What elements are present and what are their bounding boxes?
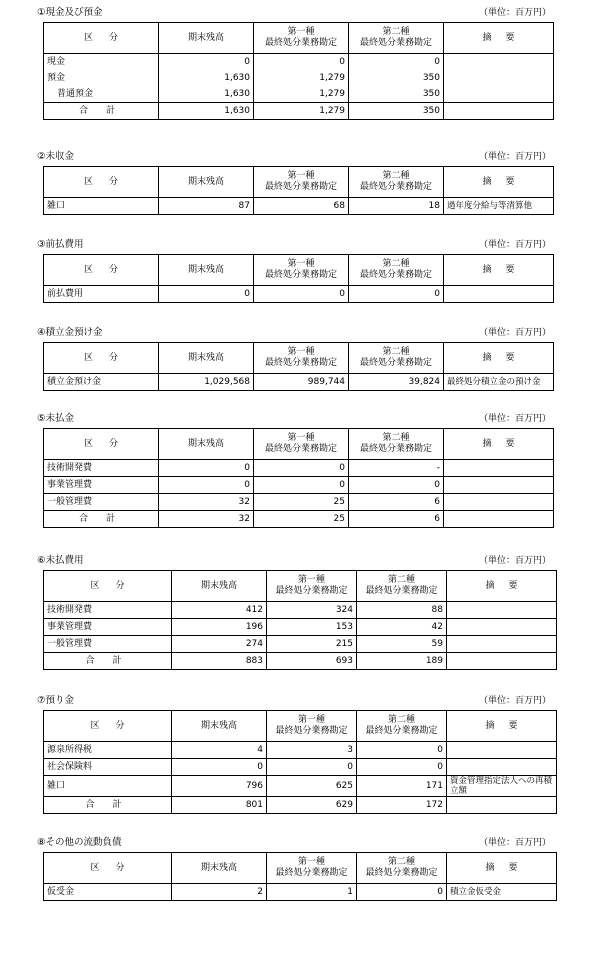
row-label (44, 198, 159, 215)
header-line: 最終処分業務勘定 (365, 868, 438, 878)
type1-cell: 1 (267, 884, 357, 901)
type1-cell: 3 (267, 742, 357, 759)
type1-cell: 25 (254, 494, 349, 511)
header-line: 第一種 (287, 433, 315, 443)
row-label (44, 70, 159, 86)
header-line: 第一種 (287, 347, 315, 357)
table-row (44, 494, 554, 511)
header-line: 第一種 (287, 27, 315, 37)
table-header-row (44, 571, 557, 602)
header-type2-account (349, 343, 444, 374)
header-line: 最終処分業務勘定 (359, 358, 432, 368)
row-label-text: 雑口 (47, 781, 66, 791)
closing-balance-cell: 87 (159, 198, 254, 215)
header-line: 最終処分業務勘定 (359, 270, 432, 280)
section-header (0, 554, 600, 568)
row-label (44, 653, 172, 670)
header-category: 区分 (44, 571, 172, 602)
header-line: 第二種 (382, 171, 410, 181)
header-type1-account (254, 343, 349, 374)
closing-balance-cell: 32 (159, 511, 254, 528)
header-closing-balance: 期末残高 (159, 343, 254, 374)
header-type2-account (349, 23, 444, 54)
schedule-table (43, 570, 557, 670)
header-type2-account (349, 255, 444, 286)
summary-text: 資金管理指定法人への再積立額 (450, 776, 553, 796)
type2-cell: 42 (357, 619, 447, 636)
closing-balance-cell: 32 (159, 494, 254, 511)
schedule-table (43, 254, 554, 303)
header-summary: 摘要 (444, 255, 554, 286)
header-line: 最終処分業務勘定 (359, 182, 432, 192)
summary-cell (444, 70, 554, 86)
header-line: 第二種 (387, 575, 415, 585)
row-label-text: 普通預金 (57, 89, 94, 99)
header-category: 区分 (44, 429, 159, 460)
section-title: ⑦預り金 (37, 695, 75, 706)
row-label-text: 雑口 (47, 201, 66, 211)
section-header (0, 238, 600, 252)
header-line: 最終処分業務勘定 (264, 182, 337, 192)
type2-cell: 0 (349, 477, 444, 494)
row-label-text: 合計 (78, 106, 133, 116)
section-title: ④積立金預け金 (37, 327, 103, 338)
summary-cell (444, 511, 554, 528)
type1-cell: 1,279 (254, 70, 349, 86)
row-label (44, 636, 172, 653)
type1-cell: 324 (267, 602, 357, 619)
type2-cell: 350 (349, 86, 444, 103)
table-header-row (44, 853, 557, 884)
header-closing-balance: 期末残高 (172, 711, 267, 742)
table-row (44, 374, 554, 391)
section-6 (0, 554, 600, 684)
summary-cell (447, 742, 557, 759)
header-line: 最終処分業務勘定 (365, 726, 438, 736)
row-label-text: 前払費用 (47, 289, 84, 299)
table-row (44, 286, 554, 303)
table-row (44, 86, 554, 103)
header-type2-account (349, 429, 444, 460)
header-summary: 摘要 (444, 429, 554, 460)
summary-cell: 最終処分積立金の預け金 (444, 374, 554, 391)
header-line: 第一種 (297, 715, 325, 725)
header-line: 最終処分業務勘定 (275, 586, 348, 596)
closing-balance-cell: 412 (172, 602, 267, 619)
header-summary: 摘要 (444, 23, 554, 54)
row-label (44, 286, 159, 303)
type2-cell: 0 (349, 286, 444, 303)
summary-cell: 積立金仮受金 (447, 884, 557, 901)
type1-cell: 0 (254, 54, 349, 71)
summary-cell (444, 103, 554, 120)
closing-balance-cell: 0 (159, 286, 254, 303)
summary-cell (447, 653, 557, 670)
section-header (0, 6, 600, 20)
unit-label: （単位：百万円） (478, 240, 551, 250)
closing-balance-cell: 0 (172, 759, 267, 776)
header-line: 第二種 (382, 347, 410, 357)
header-category: 区分 (44, 853, 172, 884)
section-title: ②未収金 (37, 151, 75, 162)
header-line: 最終処分業務勘定 (359, 444, 432, 454)
type1-cell: 625 (267, 776, 357, 797)
unit-label: （単位：百万円） (478, 838, 551, 848)
type2-cell: 0 (357, 884, 447, 901)
table-row (44, 198, 554, 215)
header-type1-account (254, 255, 349, 286)
table-row (44, 477, 554, 494)
header-line: 第一種 (297, 857, 325, 867)
header-closing-balance: 期末残高 (159, 167, 254, 198)
table-row (44, 619, 557, 636)
header-line: 第二種 (382, 259, 410, 269)
type2-cell: 6 (349, 511, 444, 528)
type1-cell: 215 (267, 636, 357, 653)
type2-cell: 88 (357, 602, 447, 619)
header-closing-balance: 期末残高 (172, 571, 267, 602)
table-row (44, 54, 554, 71)
row-label (44, 797, 172, 814)
section-header (0, 326, 600, 340)
row-label (44, 776, 172, 797)
row-label-text: 事業管理費 (47, 622, 93, 632)
header-line: 第二種 (387, 857, 415, 867)
summary-cell (444, 86, 554, 103)
summary-cell (444, 54, 554, 71)
unit-label: （単位：百万円） (478, 556, 551, 566)
type2-cell: 0 (357, 759, 447, 776)
row-label-text: 一般管理費 (47, 497, 93, 507)
header-category: 区分 (44, 23, 159, 54)
header-category: 区分 (44, 167, 159, 198)
header-line: 最終処分業務勘定 (275, 726, 348, 736)
schedule-table (43, 166, 554, 215)
unit-label: （単位：百万円） (478, 414, 551, 424)
header-line: 最終処分業務勘定 (264, 358, 337, 368)
summary-cell (447, 619, 557, 636)
closing-balance-cell: 4 (172, 742, 267, 759)
unit-label: （単位：百万円） (478, 696, 551, 706)
closing-balance-cell: 0 (159, 54, 254, 71)
row-label (44, 884, 172, 901)
row-label-text: 合計 (85, 800, 140, 810)
table-header-row (44, 167, 554, 198)
table-row (44, 636, 557, 653)
row-label (44, 494, 159, 511)
table-header-row (44, 429, 554, 460)
header-summary: 摘要 (444, 343, 554, 374)
type1-cell: 25 (254, 511, 349, 528)
header-closing-balance: 期末残高 (172, 853, 267, 884)
row-label (44, 103, 159, 120)
header-type1-account (267, 571, 357, 602)
row-label (44, 460, 159, 477)
type1-cell: 0 (254, 477, 349, 494)
section-1 (0, 6, 600, 136)
row-label (44, 477, 159, 494)
section-header (0, 412, 600, 426)
row-label (44, 374, 159, 391)
type1-cell: 1,279 (254, 103, 349, 120)
header-line: 第一種 (287, 259, 315, 269)
header-type2-account (357, 711, 447, 742)
row-label (44, 511, 159, 528)
row-label-text: 社会保険料 (47, 762, 93, 772)
section-title: ⑧その他の流動負債 (37, 837, 122, 848)
row-label-text: 仮受金 (47, 887, 75, 897)
section-title: ①現金及び預金 (37, 7, 103, 18)
header-line: 最終処分業務勘定 (275, 868, 348, 878)
summary-cell (447, 602, 557, 619)
closing-balance-cell: 1,029,568 (159, 374, 254, 391)
header-category: 区分 (44, 255, 159, 286)
header-type1-account (267, 853, 357, 884)
header-summary: 摘要 (447, 853, 557, 884)
closing-balance-cell: 801 (172, 797, 267, 814)
schedule-table (43, 710, 557, 814)
section-7 (0, 694, 600, 824)
header-line: 最終処分業務勘定 (359, 38, 432, 48)
header-line: 最終処分業務勘定 (264, 38, 337, 48)
type2-cell: 0 (357, 742, 447, 759)
closing-balance-cell: 196 (172, 619, 267, 636)
header-line: 第二種 (382, 433, 410, 443)
schedule-table (43, 428, 554, 528)
closing-balance-cell: 0 (159, 460, 254, 477)
table-row (44, 511, 554, 528)
header-category: 区分 (44, 711, 172, 742)
type2-cell: 39,824 (349, 374, 444, 391)
header-line: 最終処分業務勘定 (264, 444, 337, 454)
type2-cell: - (349, 460, 444, 477)
header-summary: 摘要 (447, 571, 557, 602)
row-label (44, 602, 172, 619)
closing-balance-cell: 796 (172, 776, 267, 797)
header-type1-account (254, 167, 349, 198)
summary-cell (447, 797, 557, 814)
section-5 (0, 412, 600, 542)
row-label-text: 技術開発費 (47, 605, 93, 615)
type2-cell: 171 (357, 776, 447, 797)
row-label (44, 86, 159, 103)
header-summary: 摘要 (444, 167, 554, 198)
row-label (44, 619, 172, 636)
type1-cell: 629 (267, 797, 357, 814)
type1-cell: 68 (254, 198, 349, 215)
summary-cell (444, 477, 554, 494)
table-row (44, 776, 557, 797)
section-title: ⑥未払費用 (37, 555, 84, 566)
table-row (44, 460, 554, 477)
type2-cell: 6 (349, 494, 444, 511)
type1-cell: 0 (267, 759, 357, 776)
header-closing-balance: 期末残高 (159, 255, 254, 286)
type2-cell: 350 (349, 103, 444, 120)
row-label-text: 積立金預け金 (47, 377, 102, 387)
schedule-table (43, 22, 554, 120)
row-label-text: 技術開発費 (47, 463, 93, 473)
unit-label: （単位：百万円） (478, 152, 551, 162)
section-title: ⑤未払金 (37, 413, 75, 424)
header-line: 第二種 (387, 715, 415, 725)
section-title: ③前払費用 (37, 239, 84, 250)
unit-label: （単位：百万円） (478, 328, 551, 338)
type1-cell: 153 (267, 619, 357, 636)
type1-cell: 0 (254, 460, 349, 477)
row-label-text: 預金 (47, 73, 66, 83)
closing-balance-cell: 0 (159, 477, 254, 494)
section-header (0, 150, 600, 164)
closing-balance-cell: 1,630 (159, 70, 254, 86)
row-label-text: 源泉所得税 (47, 745, 93, 755)
header-type1-account (254, 23, 349, 54)
row-label-text: 合計 (78, 514, 133, 524)
type2-cell: 172 (357, 797, 447, 814)
header-type1-account (267, 711, 357, 742)
table-header-row (44, 343, 554, 374)
type1-cell: 693 (267, 653, 357, 670)
table-row (44, 797, 557, 814)
section-header (0, 836, 600, 850)
table-header-row (44, 711, 557, 742)
header-summary: 摘要 (447, 711, 557, 742)
unit-label: （単位：百万円） (478, 8, 551, 18)
row-label (44, 54, 159, 71)
summary-cell (444, 286, 554, 303)
header-category: 区分 (44, 343, 159, 374)
table-row (44, 103, 554, 120)
table-row (44, 70, 554, 86)
table-row (44, 884, 557, 901)
header-type2-account (349, 167, 444, 198)
header-closing-balance: 期末残高 (159, 23, 254, 54)
type1-cell: 1,279 (254, 86, 349, 103)
table-row (44, 759, 557, 776)
header-line: 第一種 (297, 575, 325, 585)
header-type2-account (357, 853, 447, 884)
section-header (0, 694, 600, 708)
header-line: 第一種 (287, 171, 315, 181)
summary-cell (444, 460, 554, 477)
closing-balance-cell: 883 (172, 653, 267, 670)
summary-cell (447, 636, 557, 653)
header-type1-account (254, 429, 349, 460)
closing-balance-cell: 1,630 (159, 103, 254, 120)
header-type2-account (357, 571, 447, 602)
schedule-table (43, 852, 557, 901)
row-label-text: 一般管理費 (47, 639, 93, 649)
table-row (44, 653, 557, 670)
type1-cell: 989,744 (254, 374, 349, 391)
type2-cell: 350 (349, 70, 444, 86)
section-8 (0, 836, 600, 966)
type2-cell: 189 (357, 653, 447, 670)
closing-balance-cell: 1,630 (159, 86, 254, 103)
summary-cell: 過年度分給与等清算他 (444, 198, 554, 215)
type2-cell: 18 (349, 198, 444, 215)
closing-balance-cell: 274 (172, 636, 267, 653)
closing-balance-cell: 2 (172, 884, 267, 901)
row-label-text: 事業管理費 (47, 480, 93, 490)
summary-cell (447, 759, 557, 776)
header-line: 最終処分業務勘定 (264, 270, 337, 280)
table-header-row (44, 255, 554, 286)
table-row (44, 602, 557, 619)
row-label-text: 合計 (85, 656, 140, 666)
header-line: 最終処分業務勘定 (365, 586, 438, 596)
header-closing-balance: 期末残高 (159, 429, 254, 460)
schedule-table (43, 342, 554, 391)
type2-cell: 0 (349, 54, 444, 71)
table-row (44, 742, 557, 759)
row-label (44, 742, 172, 759)
summary-cell (444, 494, 554, 511)
type2-cell: 59 (357, 636, 447, 653)
table-header-row (44, 23, 554, 54)
row-label (44, 759, 172, 776)
type1-cell: 0 (254, 286, 349, 303)
row-label-text: 現金 (47, 57, 66, 67)
header-line: 第二種 (382, 27, 410, 37)
summary-cell (447, 776, 557, 797)
